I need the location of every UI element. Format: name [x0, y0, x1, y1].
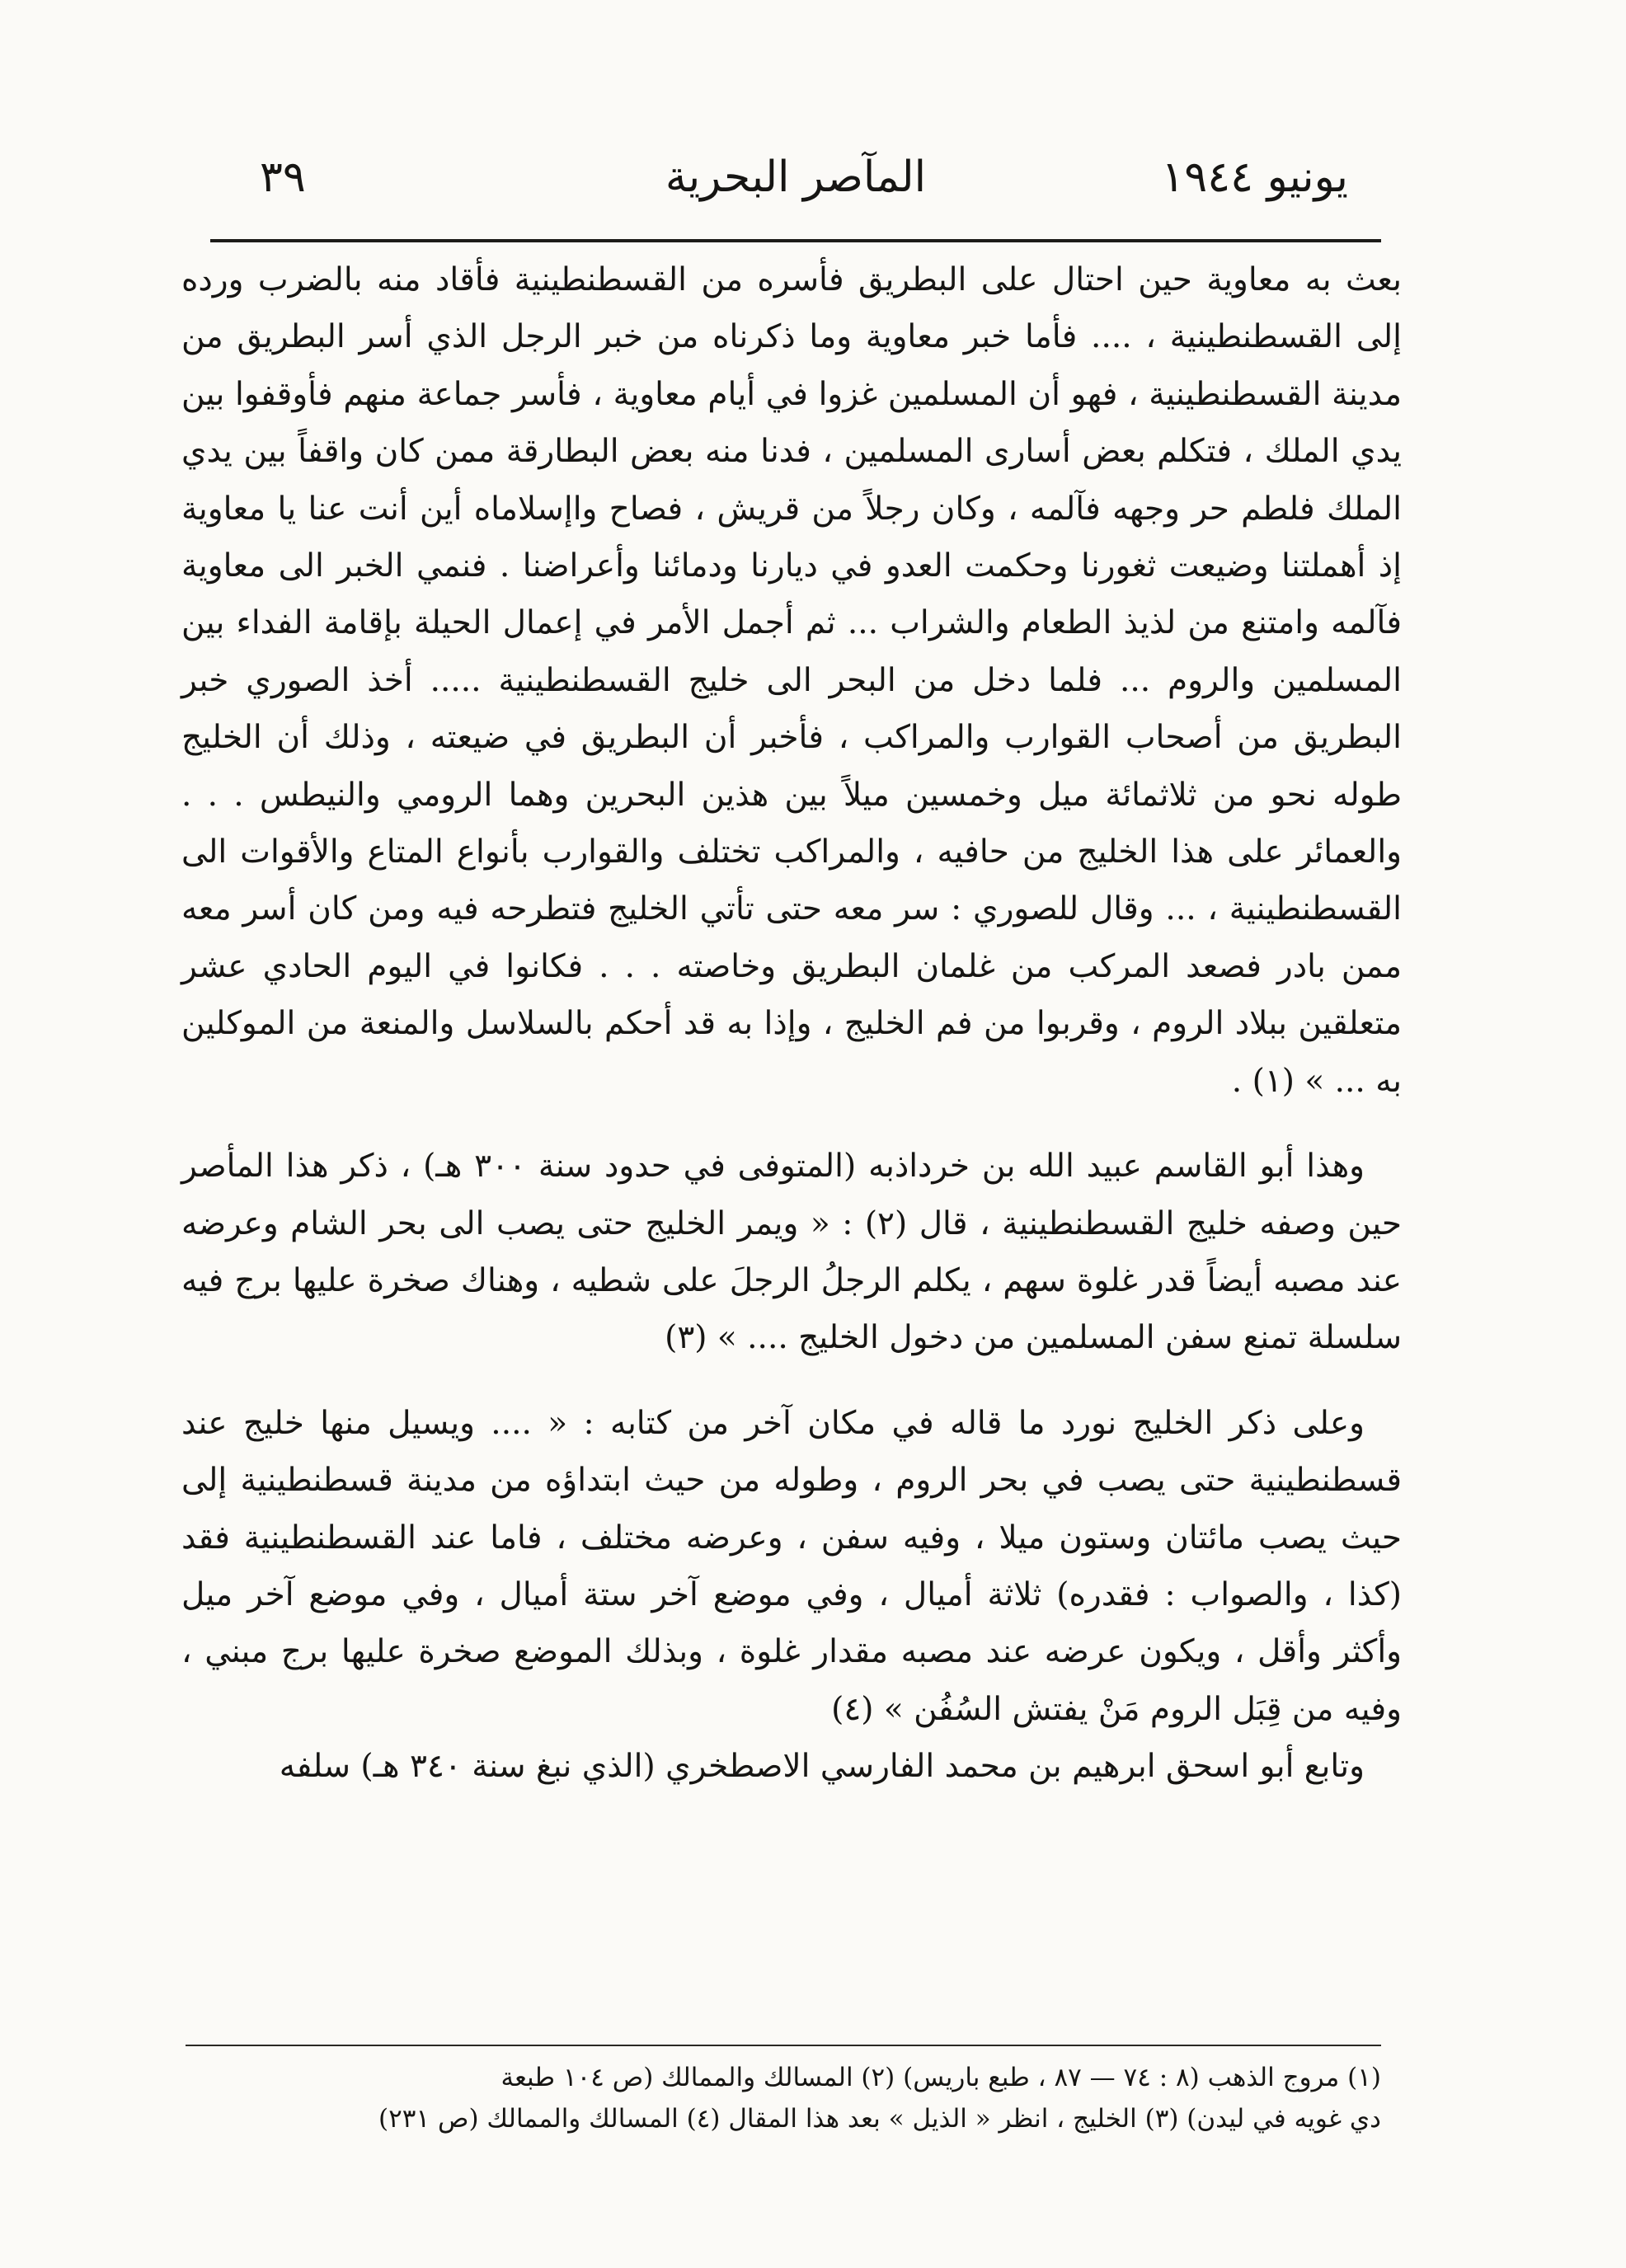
- paragraph: وهذا أبو القاسم عبيد الله بن خرداذبه (المتوفى في حدود سنة ٣٠٠ هـ) ، ذكر هذا المأصر حين وصفه خليج القسطنطينية ، قال (٢) : « ويمر الخليج حتى يصب الى بحر الشام وعرضه عند مصبه أيضاً قدر غلوة سهم ، يكلم الرجلُ الرجلَ على شطيه ، وهناك صخرة عليها برج فيه سلسلة تمنع سفن المسلمين من دخول الخليج .... » (٣): [181, 1148, 1402, 1357]
- header-date: يونيو ١٩٤٤: [1161, 153, 1348, 202]
- running-header: [210, 144, 1381, 218]
- paragraph: وعلى ذكر الخليج نورد ما قاله في مكان آخر من كتابه : « .... ويسيل منها خليج عند قسطنطينية حتى يصب في بحر الروم ، وطوله من حيث ابتداؤه من مدينة قسطنطينية إلى حيث يصب مائتان وستون ميلا ، وفيه سفن ، وعرضه مختلف ، فاما عند القسطنطينية فقد (كذا ، والصواب : فقدره) ثلاثة أميال ، وفي موضع آخر ستة أميال ، وفي موضع آخر ميل وأكثر وأقل ، ويكون عرضه عند مصبه مقدار غلوة ، وبذلك الموضع صخرة عليها برج مبني ، وفيه من قِبَل الروم مَنْ يفتش السُفُن » (٤): [181, 1404, 1402, 1728]
- footnote-rule: [186, 2045, 1381, 2046]
- article-body: [181, 251, 1402, 1796]
- footnote-line: (١) مروج الذهب (٨ : ٧٤ — ٨٧ ، طبع باريس) (٢) المسالك والممالك (ص ١٠٤ طبعة: [500, 2063, 1381, 2092]
- page-number: ٣٩: [260, 153, 306, 202]
- footnote-line: دي غويه في ليدن) (٣) الخليج ، انظر « الذيل » بعد هذا المقال (٤) المسالك والممالك (ص ٢٣١): [378, 2104, 1381, 2134]
- paragraph: وتابع أبو اسحق ابرهيم بن محمد الفارسي الاصطخري (الذي نبغ سنة ٣٤٠ هـ) سلفه: [279, 1748, 1365, 1786]
- footnotes: [186, 2057, 1381, 2139]
- header-rule: [210, 239, 1381, 242]
- paragraph: بعث به معاوية حين احتال على البطريق فأسره من القسطنطينية فأقاد منه بالضرب ورده إلى القسطنطينية ، .... فأما خبر معاوية وما ذكرناه من خبر الرجل الذي أسر البطريق من مدينة القسطنطينية ، فهو أن المسلمين غزوا في أيام معاوية ، فأسر جماعة منهم فأوقفوا بين يدي الملك ، فتكلم بعض أسارى المسلمين ، فدنا منه بعض البطارقة ممن كان واقفاً بين يدي الملك فلطم حر وجهه فآلمه ، وكان رجلاً من قريش ، فصاح واإسلاماه أين أنت عنا يا معاوية إذ أهملتنا وضيعت ثغورنا وحكمت العدو في ديارنا ودمائنا وأعراضنا . فنمي الخبر الى معاوية فآلمه وامتنع من لذيذ الطعام والشراب ... ثم أجمل الأمر في إعمال الحيلة بإقامة الفداء بين المسلمين والروم ... فلما دخل من البحر الى خليج القسطنطينية ..... أخذ الصوري خبر البطريق من أصحاب القوارب والمراكب ، فأخبر أن البطريق في ضيعته ، وذلك أن الخليج طوله نحو من ثلاثمائة ميل وخمسين ميلاً بين هذين البحرين وهما الرومي والنيطس . . . والعمائر على هذا الخليج من حافيه ، والمراكب تختلف والقوارب بأنواع المتاع والأقوات الى القسطنطينية ، ... وقال للصوري : سر معه حتى تأتي الخليج فتطرحه فيه ومن كان أسر معه ممن بادر فصعد المركب من غلمان البطريق وخاصته . . . فكانوا في اليوم الحادي عشر متعلقين ببلاد الروم ، وقربوا من فم الخليج ، وإذا به قد أحكم بالسلاسل والمنعة من الموكلين به ... » (١) .: [181, 261, 1402, 1100]
- header-title: المآصر البحرية: [665, 153, 927, 202]
